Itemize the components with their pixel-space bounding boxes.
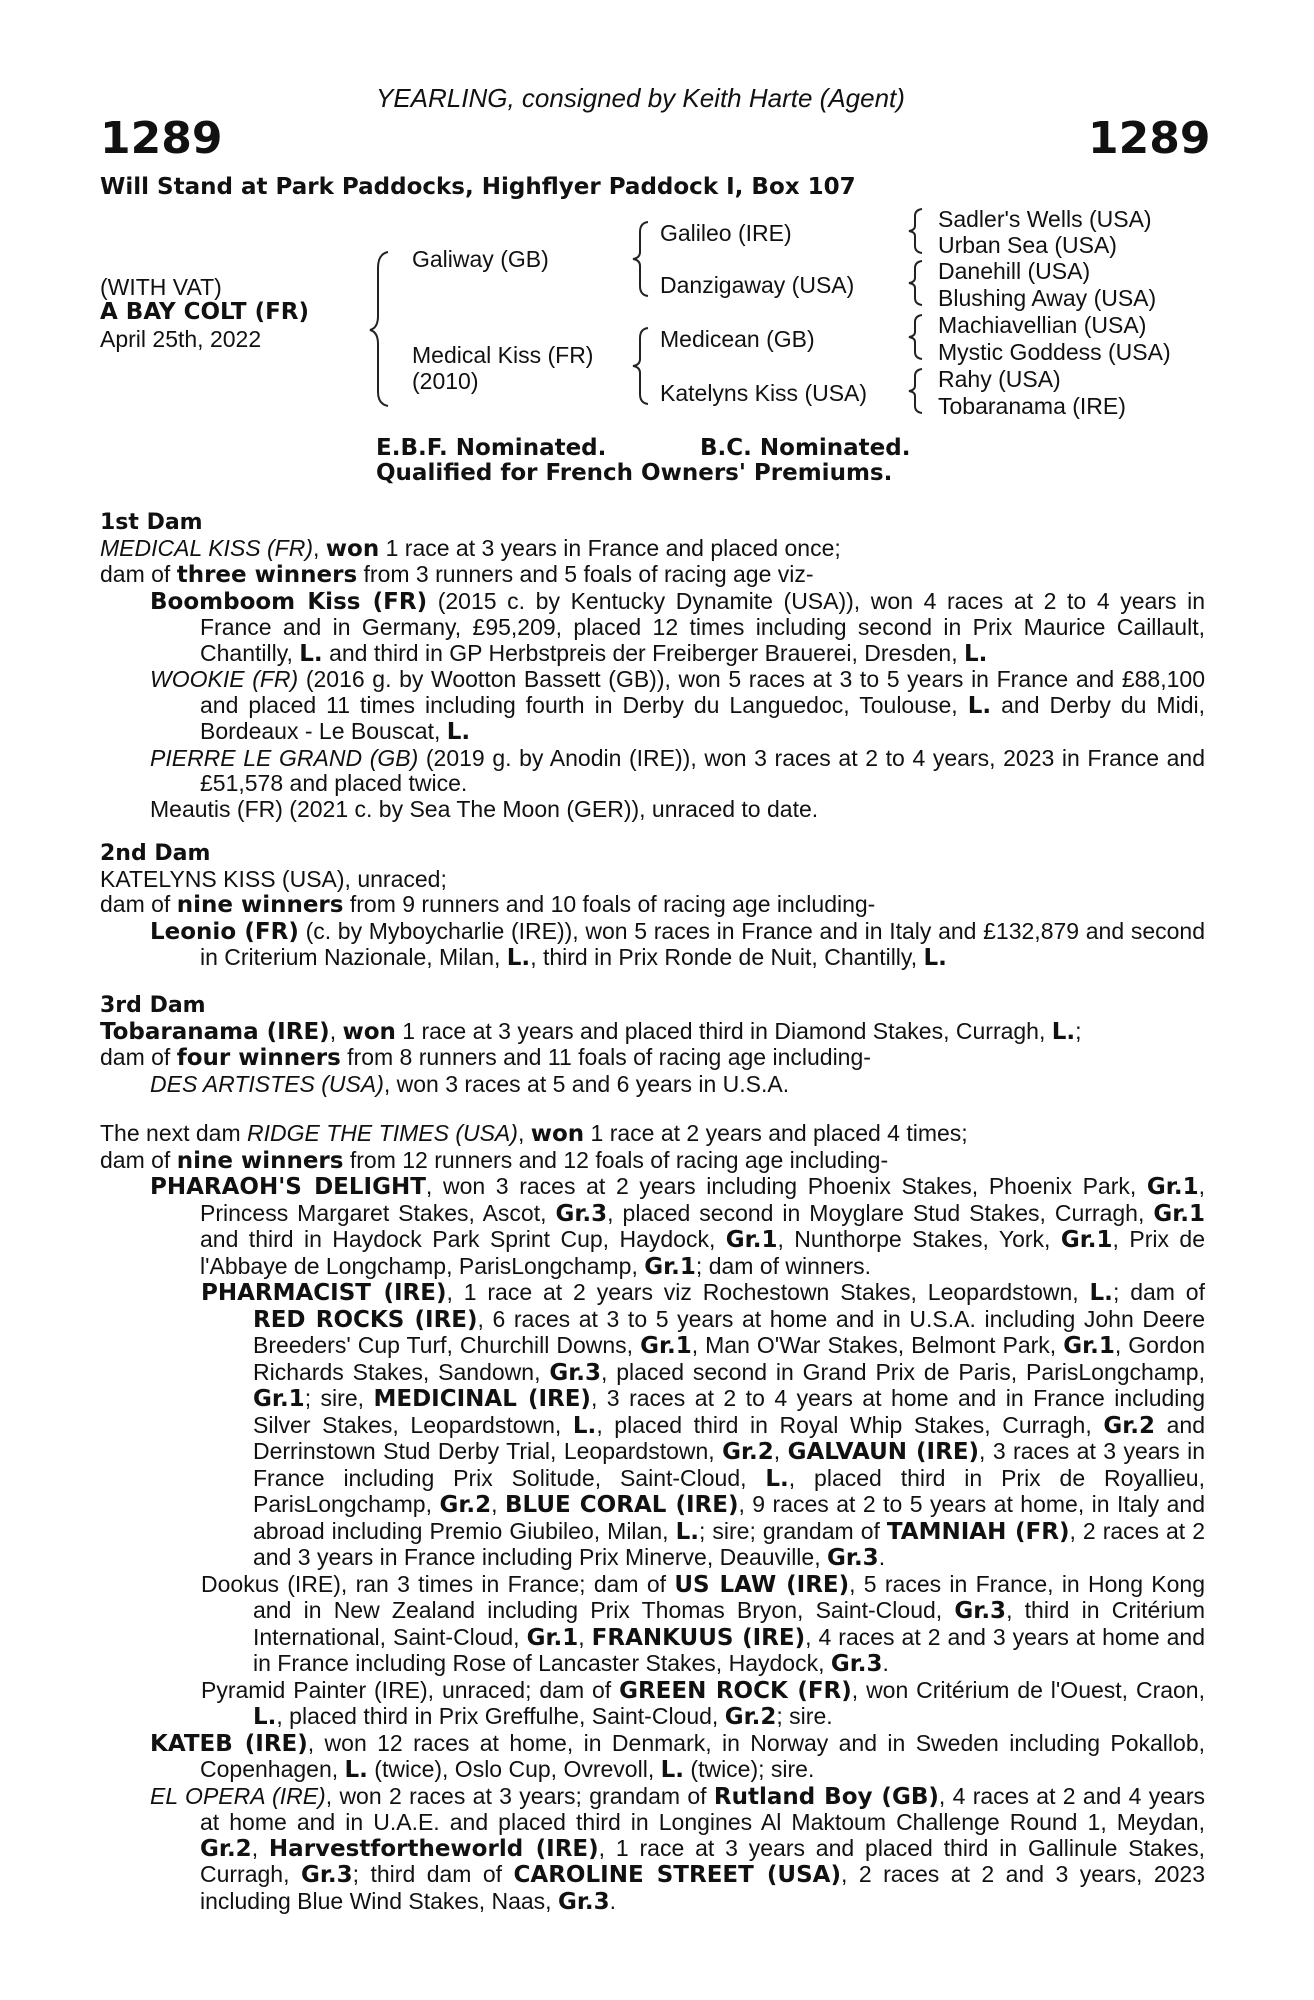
first-dam-title: 1st Dam [100,510,203,535]
pedigree-sdd: Blushing Away (USA) [938,285,1157,311]
produce-pyramid-painter: Pyramid Painter (IRE), unraced; dam of GREEN ROCK (FR), won Critérium de l'Ouest, Craon, L., placed third in Prix Greffulhe, Saint-Cloud, Gr.2; sire. [201,1676,1205,1730]
second-dam-section [100,841,1205,972]
ebf-nomination: E.B.F. Nominated. [376,435,607,461]
third-dam-title: 3rd Dam [100,993,206,1018]
stand-location: Will Stand at Park Paddocks, Highflyer Paddock I, Box 107 [100,174,856,200]
third-dam-section [100,993,1205,1097]
pedigree-dsd: Mystic Goddess (USA) [938,339,1171,365]
pedigree-brace-main [368,248,398,408]
produce-kateb: KATEB (IRE), won 12 races at home, in Denmark, in Norway and in Sweden including Pokallob, Copenhagen, L. (twice), Oslo Cup, Ovrevoll, L. (twice); sire. [150,1729,1205,1783]
first-dam-section [100,510,1205,822]
pedigree-sire-dam: Danzigaway (USA) [660,272,855,298]
lot-number-right: 1289 [1088,113,1211,164]
second-dam-title: 2nd Dam [100,841,211,866]
pedigree-ssd: Urban Sea (USA) [938,232,1117,258]
horse-description: A BAY COLT (FR) [100,299,310,325]
pedigree-brace-ds [906,312,926,362]
horse-dob: April 25th, 2022 [100,326,262,352]
first-dam-name: MEDICAL KISS (FR) [100,534,313,561]
pedigree-sire-sire: Galileo (IRE) [660,220,792,246]
produce-pharmacist: PHARMACIST (IRE), 1 race at 2 years viz Rochestown Stakes, Leopardstown, L.; dam of RED ROCKS (IRE), 6 races at 3 to 5 years at home and in U.S.A. including John Deere Breeders' Cup Turf, Churchill Downs, Gr.1, Man O'War Stakes, Belmont Park, Gr.1, Gordon Richards Stakes, Sandown, Gr.3, placed second in Grand Prix de Paris, ParisLongchamp, Gr.1; sire, MEDICINAL (IRE), 3 races at 2 to 4 years at home and in France including Silver Stakes, Leopardstown, L., placed third in Royal Whip Stakes, Curragh, Gr.2 and Derrinstown Stud Derby Trial, Leopardstown, Gr.2, GALVAUN (IRE), 3 races at 3 years in France including Prix Solitude, Saint-Cloud, L., placed third in Prix de Royallieu, ParisLongchamp, Gr.2, BLUE CORAL (IRE), 9 races at 2 to 5 years at home, in Italy and abroad including Premio Giubileo, Milan, L.; sire; grandam of TAMNIAH (FR), 2 races at 2 and 3 years in France including Prix Minerve, Deauville, Gr.3. [201,1279,1206,1571]
produce-leonio: Leonio (FR) (c. by Myboycharlie (IRE)), won 5 races in France and in Italy and £132,879 and second in Criterium Nazionale, Milan, L., third in Prix Ronde de Nuit, Chantilly, L. [150,917,1205,971]
third-dam-record: Tobaranama (IRE), won 1 race at 3 years and placed third in Diamond Stakes, Curragh, L.; [100,1017,1082,1045]
pedigree-brace-sire [630,218,654,300]
pedigree-brace-sd [906,258,926,308]
produce-meautis: Meautis (FR) (2021 c. by Sea The Moon (GER)), unraced to date. [150,795,819,822]
pedigree-brace-dam [630,324,654,408]
lot-number-left: 1289 [100,113,223,164]
pedigree-brace-ss [906,206,926,256]
second-dam-record: KATELYNS KISS (USA), unraced; [100,865,447,892]
produce-el-opera: EL OPERA (IRE), won 2 races at 3 years; grandam of Rutland Boy (GB), 4 races at 2 and 4 years at home and in U.A.E. and placed third in Longines Al Maktoum Challenge Round 1, Meydan, Gr.2, Harvestfortheworld (IRE), 1 race at 3 years and placed third in Gallinule Stakes, Curragh, Gr.3; third dam of CAROLINE STREET (USA), 2 races at 2 and 3 years, 2023 including Blue Wind Stakes, Naas, Gr.3. [150,1782,1206,1915]
pedigree-dam-dam: Katelyns Kiss (USA) [660,380,868,406]
pedigree-sss: Sadler's Wells (USA) [938,206,1152,232]
pedigree-dss: Machiavellian (USA) [938,312,1147,338]
pedigree-dam-sire: Medicean (GB) [660,326,815,352]
first-dam-record: MEDICAL KISS (FR), won 1 race at 3 years in France and placed once; [100,534,841,562]
second-dam-produce-summary: dam of nine winners from 9 runners and 10 foals of racing age including- [100,891,876,918]
pedigree-sds: Danehill (USA) [938,258,1091,284]
pedigree-dds: Rahy (USA) [938,366,1061,392]
pedigree-dam: Medical Kiss (FR) [412,342,594,368]
french-premiums: Qualified for French Owners' Premiums. [376,460,893,486]
pedigree-dam-year: (2010) [412,368,479,394]
produce-boomboom-kiss: Boomboom Kiss (FR) (2015 c. by Kentucky Dynamite (USA)), won 4 races at 2 to 4 years in France and in Germany, £95,209, placed 12 times including second in Prix Maurice Caillault, Chantilly, L. and third in GP Herbstpreis der Freiberger Brauerei, Dresden, L. [150,587,1205,667]
produce-pharaohs-delight: PHARAOH'S DELIGHT, won 3 races at 2 years including Phoenix Stakes, Phoenix Park, Gr.1, Princess Margaret Stakes, Ascot, Gr.3, placed second in Moyglare Stud Stakes, Curragh, Gr.1 and third in Haydock Park Sprint Cup, Haydock, Gr.1, Nunthorpe Stakes, York, Gr.1, Prix de l'Abbaye de Longchamp, ParisLongchamp, Gr.1; dam of winners. [150,1173,1205,1280]
first-dam-produce-summary: dam of three winners from 3 runners and 5 foals of racing age viz- [100,561,814,588]
pedigree-sire: Galiway (GB) [412,246,549,272]
next-dam-produce-summary: dam of nine winners from 12 runners and 12 foals of racing age including- [100,1146,889,1174]
produce-dookus: Dookus (IRE), ran 3 times in France; dam of US LAW (IRE), 5 races in France, in Hong Kong and in New Zealand including Prix Thomas Bryon, Saint-Cloud, Gr.3, third in Critérium International, Saint-Cloud, Gr.1, FRANKUUS (IRE), 4 races at 2 and 3 years at home and in France including Rose of Lancaster Stakes, Haydock, Gr.3. [201,1570,1206,1677]
next-dam-section [100,1121,1205,1915]
next-dam-record: The next dam RIDGE THE TIMES (USA), won 1 race at 2 years and placed 4 times; [100,1120,968,1147]
produce-wookie: WOOKIE (FR) (2016 g. by Wootton Bassett (GB)), won 5 races at 3 to 5 years in France and £88,100 and placed 11 times including fourth in Derby du Languedoc, Toulouse, L. and Derby du Midi, Bordeaux - Le Bouscat, L. [150,666,1205,745]
third-dam-produce-summary: dam of four winners from 8 runners and 11 foals of racing age including- [100,1044,871,1071]
vat-note: (WITH VAT) [100,274,222,300]
produce-pierre-le-grand: PIERRE LE GRAND (GB) (2019 g. by Anodin (IRE)), won 3 races at 2 to 4 years, 2023 in France and £51,578 and placed twice. [150,744,1205,796]
produce-des-artistes: DES ARTISTES (USA), won 3 races at 5 and 6 years in U.S.A. [150,1070,790,1097]
pedigree-brace-dd [906,366,926,416]
consignment-line: YEARLING, consigned by Keith Harte (Agent) [376,83,905,113]
bc-nomination: B.C. Nominated. [700,435,911,461]
pedigree-ddd: Tobaranama (IRE) [938,393,1126,419]
